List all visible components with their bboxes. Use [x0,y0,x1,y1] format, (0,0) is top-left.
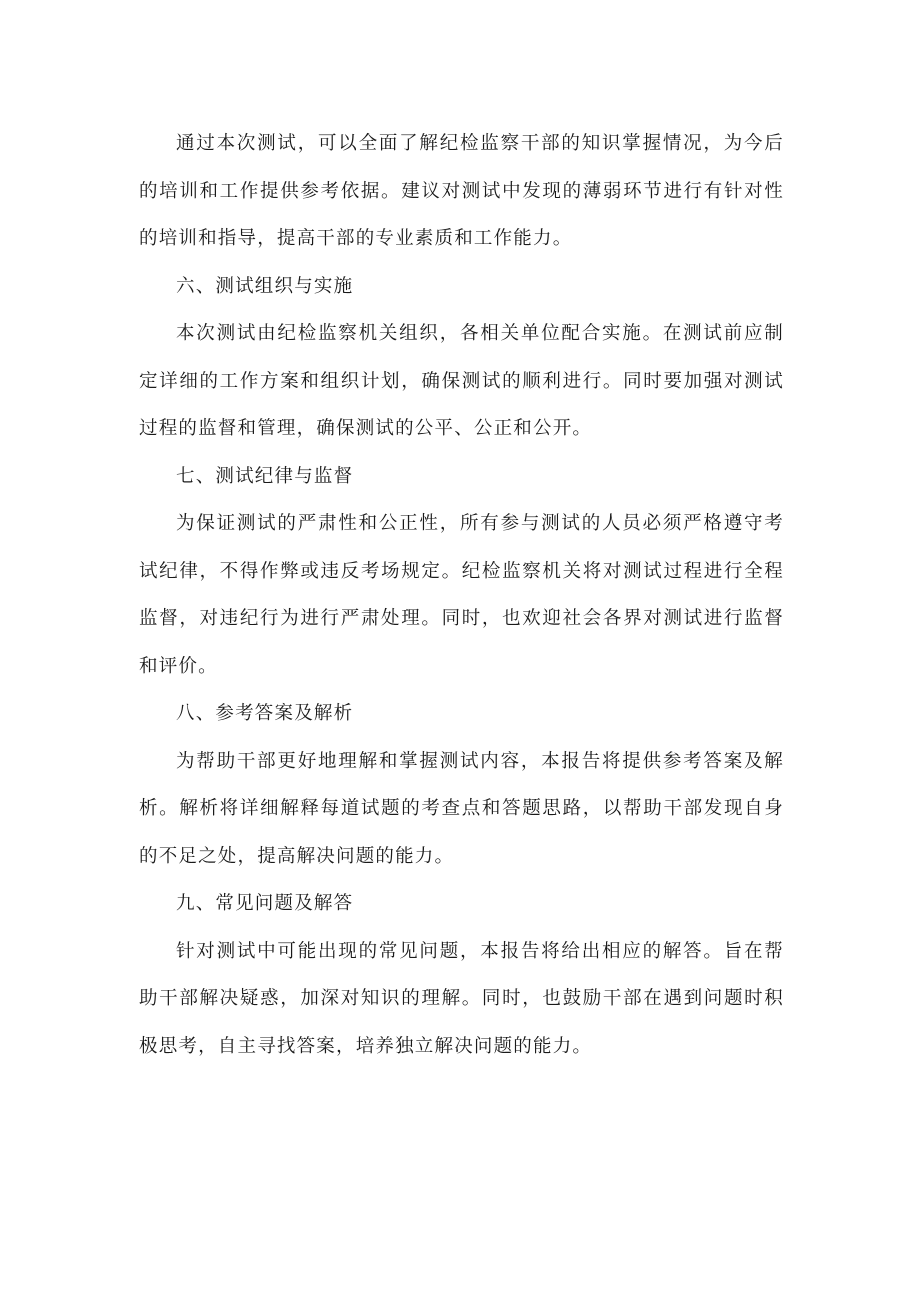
section-heading-six: 六、测试组织与实施 [176,275,354,297]
paragraph-faq [139,928,784,1071]
paragraph-line: 和评价。 [139,655,218,677]
paragraph-line: 本次测试由纪检监察机关组织，各相关单位配合实施。在测试前应制 [176,323,784,344]
paragraph-line: 析。解析将详细解释每道试题的考查点和答题思路，以帮助干部发现自身 [139,798,784,819]
paragraph-discipline [139,500,784,690]
paragraph-line: 监督，对违纪行为进行严肃处理。同时，也欢迎社会各界对测试进行监督 [139,608,784,629]
paragraph-line: 极思考，自主寻找答案，培养独立解决问题的能力。 [139,1035,593,1057]
document-body [139,120,784,1070]
paragraph-organization [139,310,784,453]
paragraph-line: 为保证测试的严肃性和公正性，所有参与测试的人员必须严格遵守考 [176,513,784,534]
paragraph-line: 的培训和工作提供参考依据。建议对测试中发现的薄弱环节进行有针对性 [139,180,784,202]
section-heading-nine: 九、常见问题及解答 [176,893,354,914]
section-heading-eight: 八、参考答案及解析 [176,703,354,724]
paragraph-conclusion [139,120,784,263]
paragraph-line: 定详细的工作方案和组织计划，确保测试的顺利进行。同时要加强对测试 [139,370,784,392]
paragraph-line: 助干部解决疑惑，加深对知识的理解。同时，也鼓励干部在遇到问题时积 [139,988,784,1009]
paragraph-line: 针对测试中可能出现的常见问题，本报告将给出相应的解答。旨在帮 [176,940,784,962]
paragraph-line: 的培训和指导，提高干部的专业素质和工作能力。 [139,228,573,249]
paragraph-line: 的不足之处，提高解决问题的能力。 [139,845,455,867]
section-heading-seven: 七、测试纪律与监督 [176,465,354,487]
paragraph-line: 过程的监督和管理，确保测试的公平、公正和公开。 [139,418,593,439]
paragraph-answers [139,738,784,881]
paragraph-line: 为帮助干部更好地理解和掌握测试内容，本报告将提供参考答案及解 [176,750,784,772]
paragraph-line: 试纪律，不得作弊或违反考场规定。纪检监察机关将对测试过程进行全程 [139,560,784,582]
paragraph-line: 通过本次测试，可以全面了解纪检监察干部的知识掌握情况，为今后 [176,133,784,154]
